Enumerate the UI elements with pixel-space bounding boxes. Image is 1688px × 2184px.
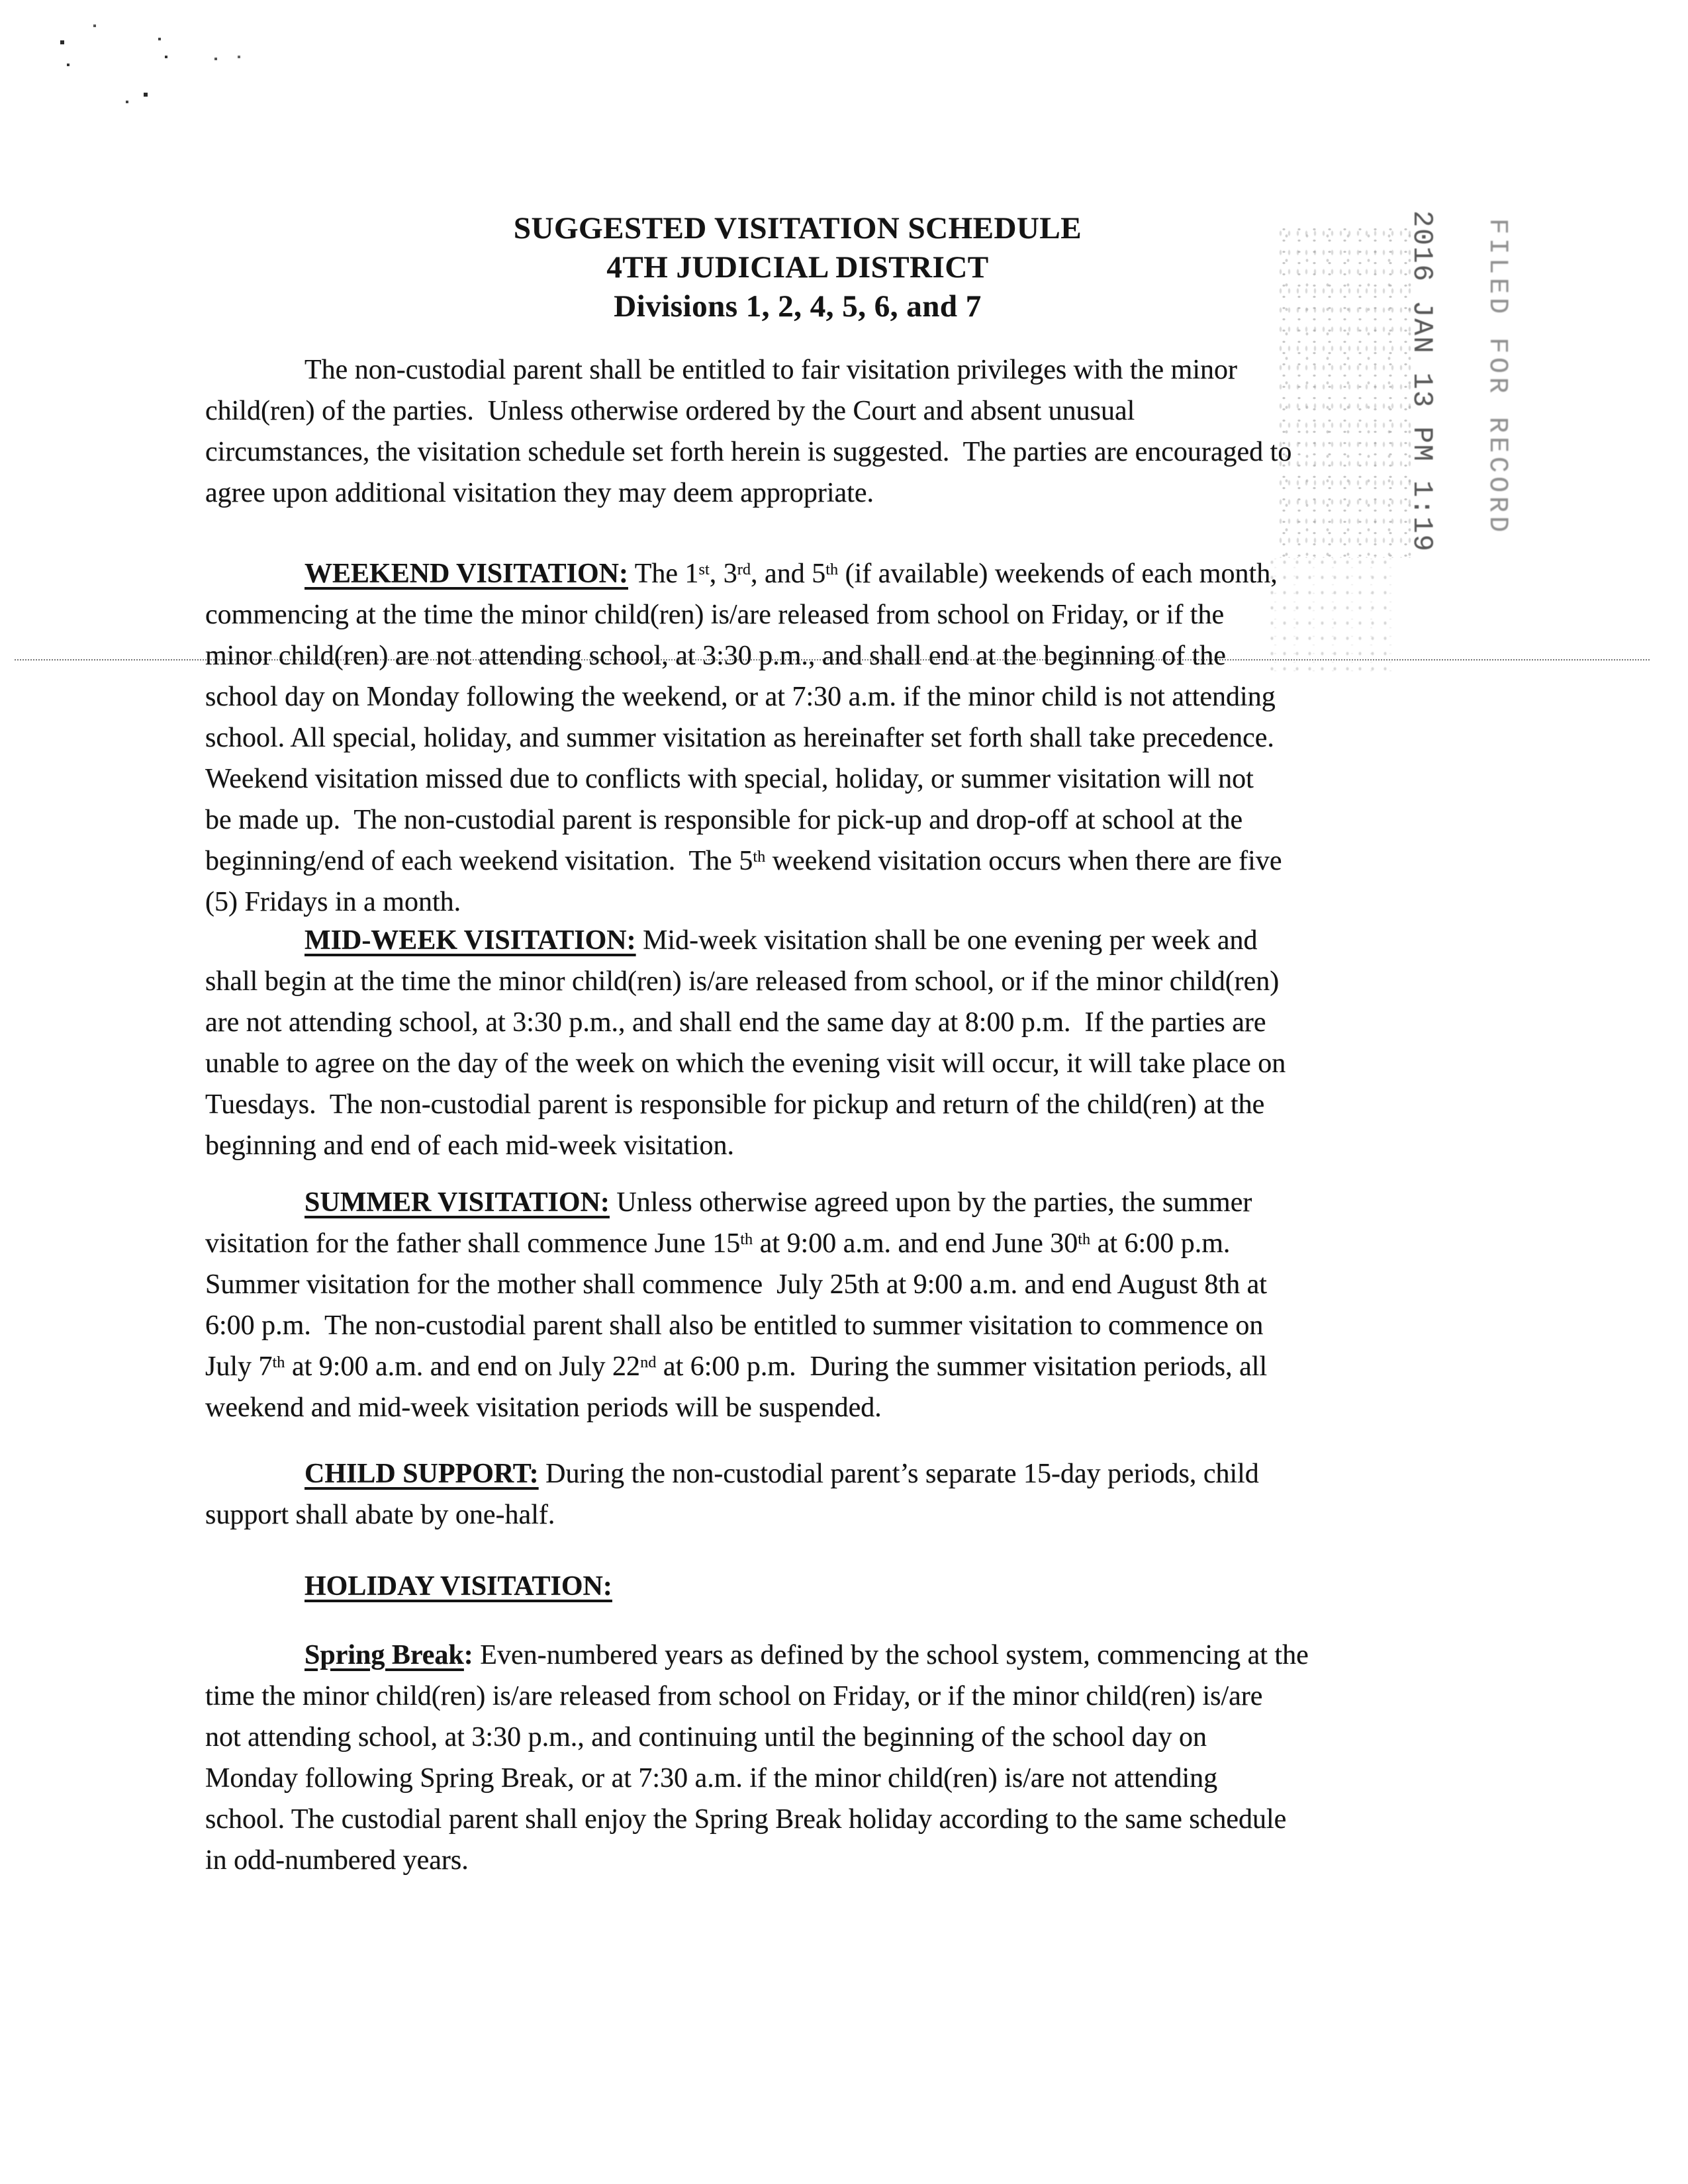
text-line — [205, 1676, 1403, 1717]
text-segment: July 7 — [205, 1351, 273, 1382]
intro-paragraph — [205, 349, 1403, 514]
text-line — [205, 1387, 1403, 1428]
text-segment: Weekend visitation missed due to conflicts with special, holiday, or summer visitation will not — [205, 764, 1254, 794]
text-segment: th — [1078, 1230, 1091, 1248]
text-line — [205, 1758, 1403, 1799]
text-segment: th — [825, 560, 839, 578]
text-line — [205, 553, 1403, 594]
text-segment: commencing at the time the minor child(ren) is/are released from school on Friday, or if the — [205, 600, 1225, 630]
text-segment: weekend and mid-week visitation periods will be suspended. — [205, 1392, 882, 1423]
text-segment: in odd-numbered years. — [205, 1845, 469, 1876]
midweek-paragraph — [205, 920, 1403, 1166]
text-segment: The non-custodial parent shall be entitled to fair visitation privileges with the minor — [305, 355, 1237, 385]
holiday-paragraph — [205, 1566, 1403, 1607]
text-segment: (5) Fridays in a month. — [205, 887, 461, 917]
text-line — [205, 799, 1403, 841]
text-segment: st — [698, 560, 710, 578]
text-segment: at 9:00 a.m. and end June 30 — [753, 1228, 1078, 1259]
text-line — [205, 1494, 1403, 1535]
text-segment: school. The custodial parent shall enjoy the Spring Break holiday according to the same schedule — [205, 1804, 1287, 1835]
text-segment: circumstances, the visitation schedule set forth herein is suggested. The parties are encouraged to — [205, 437, 1292, 467]
text-segment: th — [753, 847, 766, 866]
text-segment: minor child(ren) are not attending school, at 3:30 p.m., and shall end at the beginning of the — [205, 641, 1226, 671]
text-segment: , 3 — [709, 559, 737, 589]
text-line — [205, 882, 1403, 923]
text-segment: support shall abate by one-half. — [205, 1500, 555, 1530]
section-heading: CHILD SUPPORT: — [305, 1459, 539, 1489]
text-segment: child(ren) of the parties. Unless otherwise ordered by the Court and absent unusual — [205, 396, 1135, 426]
text-segment: visitation for the father shall commence June 15 — [205, 1228, 741, 1259]
text-segment: unable to agree on the day of the week on which the evening visit will occur, it will take place on — [205, 1048, 1286, 1079]
text-line — [205, 594, 1403, 635]
text-line — [205, 1453, 1403, 1494]
text-line — [205, 473, 1403, 514]
text-line — [205, 432, 1403, 473]
text-segment: During the non-custodial parent’s separate 15-day periods, child — [538, 1459, 1259, 1489]
text-segment: rd — [737, 560, 751, 578]
text-segment: time the minor child(ren) is/are released from school on Friday, or if the minor child(ren) is/are — [205, 1681, 1263, 1711]
text-segment: 6:00 p.m. The non-custodial parent shall also be entitled to summer visitation to commence on — [205, 1310, 1264, 1341]
text-segment: school. All special, holiday, and summer visitation as hereinafter set forth shall take precedence. — [205, 723, 1274, 753]
text-segment: are not attending school, at 3:30 p.m., and shall end the same day at 8:00 p.m. If the parties are — [205, 1007, 1266, 1038]
text-line — [205, 390, 1403, 432]
title-line-2: 4TH JUDICIAL DISTRICT — [606, 250, 989, 285]
text-segment: Even-numbered years as defined by the school system, commencing at the — [473, 1640, 1309, 1670]
document-title — [205, 209, 1390, 326]
text-line — [205, 1223, 1403, 1264]
text-line — [205, 1635, 1403, 1676]
text-segment: nd — [640, 1353, 657, 1371]
section-heading: SUMMER VISITATION: — [305, 1187, 610, 1218]
text-segment: shall begin at the time the minor child(ren) is/are released from school, or if the minor child(ren) — [205, 966, 1280, 997]
text-segment: at 6:00 p.m. During the summer visitation periods, all — [656, 1351, 1268, 1382]
section-heading: Spring Break — [305, 1640, 464, 1670]
text-segment: at 9:00 a.m. and end on July 22 — [285, 1351, 641, 1382]
text-segment: , and 5 — [751, 559, 826, 589]
text-segment: Mid-week visitation shall be one evening per week and — [635, 925, 1258, 956]
text-segment: Unless otherwise agreed upon by the parties, the summer — [609, 1187, 1252, 1218]
text-segment: agree upon additional visitation they may deem appropriate. — [205, 478, 874, 508]
text-segment: Summer visitation for the mother shall commence July 25th at 9:00 a.m. and end August 8th at — [205, 1269, 1267, 1300]
text-line — [205, 1084, 1403, 1125]
text-line — [205, 349, 1403, 390]
text-line — [205, 1125, 1403, 1166]
text-segment: beginning and end of each mid-week visitation. — [205, 1130, 734, 1161]
text-line — [205, 1566, 1403, 1607]
text-line — [205, 1840, 1403, 1881]
spring-paragraph — [205, 1635, 1403, 1881]
filed-for-record-stamp: FILED FOR RECORD — [1482, 218, 1512, 537]
title-line-3: Divisions 1, 2, 4, 5, 6, and 7 — [614, 289, 982, 324]
weekend-paragraph — [205, 553, 1403, 923]
title-line-1: SUGGESTED VISITATION SCHEDULE — [513, 211, 1082, 246]
text-segment: Tuesdays. The non-custodial parent is responsible for pickup and return of the child(ren) at the — [205, 1089, 1265, 1120]
filing-datetime-stamp: 2016 JAN 13 PM 1:19 — [1406, 210, 1438, 553]
scan-specks — [0, 0, 1, 1]
text-segment: th — [272, 1353, 285, 1371]
text-line — [205, 1717, 1403, 1758]
child-paragraph — [205, 1453, 1403, 1535]
text-segment: The 1 — [628, 559, 699, 589]
text-line — [205, 635, 1403, 676]
text-line — [205, 1346, 1403, 1387]
text-segment: Monday following Spring Break, or at 7:30 a.m. if the minor child(ren) is/are not attending — [205, 1763, 1218, 1794]
text-line — [205, 1799, 1403, 1840]
text-line — [205, 1305, 1403, 1346]
text-segment: be made up. The non-custodial parent is responsible for pick-up and drop-off at school at the — [205, 805, 1243, 835]
text-segment: : — [463, 1640, 473, 1670]
text-line — [205, 758, 1403, 799]
text-line — [205, 961, 1403, 1002]
text-segment: th — [740, 1230, 753, 1248]
text-segment: not attending school, at 3:30 p.m., and continuing until the beginning of the school day on — [205, 1722, 1207, 1752]
text-segment: beginning/end of each weekend visitation. The 5 — [205, 846, 753, 876]
text-line — [205, 841, 1403, 882]
section-heading: HOLIDAY VISITATION: — [305, 1571, 612, 1602]
text-line — [205, 1043, 1403, 1084]
text-segment: school day on Monday following the weekend, or at 7:30 a.m. if the minor child is not attending — [205, 682, 1276, 712]
text-line — [205, 676, 1403, 717]
text-line — [205, 1264, 1403, 1305]
text-line — [205, 717, 1403, 758]
text-line — [205, 920, 1403, 961]
text-line — [205, 1182, 1403, 1223]
text-segment: (if available) weekends of each month, — [838, 559, 1278, 589]
section-heading: WEEKEND VISITATION: — [305, 559, 628, 589]
text-line — [205, 1002, 1403, 1043]
summer-paragraph — [205, 1182, 1403, 1428]
section-heading: MID-WEEK VISITATION: — [305, 925, 636, 956]
text-segment: weekend visitation occurs when there are five — [765, 846, 1282, 876]
text-segment: at 6:00 p.m. — [1090, 1228, 1231, 1259]
